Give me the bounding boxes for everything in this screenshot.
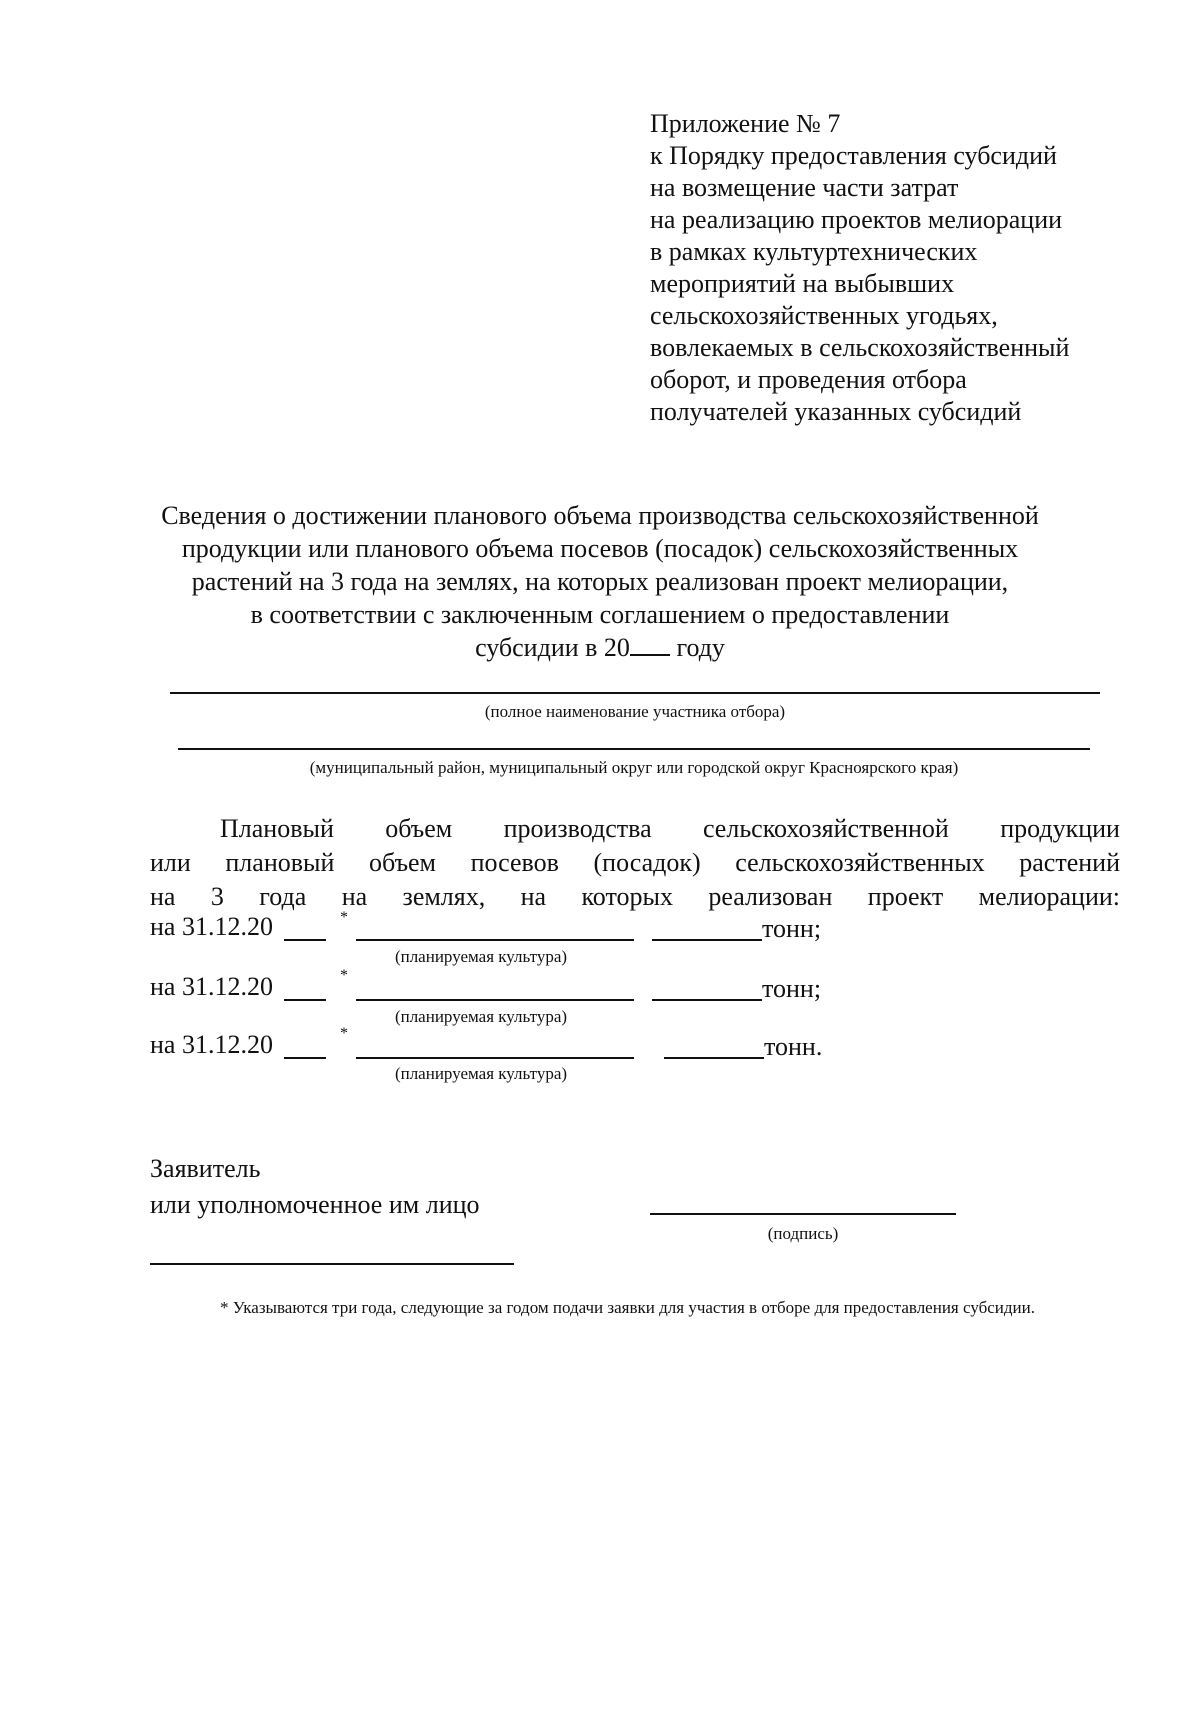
annex-line: получателей указанных субсидий: [650, 397, 1022, 426]
row-unit: тонн;: [762, 974, 822, 1003]
signature-field[interactable]: [650, 1213, 956, 1215]
row-star: *: [340, 909, 348, 926]
word: на: [150, 882, 176, 911]
annex-line: на реализацию проектов мелиорации: [650, 205, 1063, 234]
word: года: [259, 882, 307, 911]
annex-line: оборот, и проведения отбора: [650, 365, 967, 394]
word: проект: [867, 882, 944, 911]
word: продукции: [1000, 814, 1120, 843]
paragraph-line-2: [150, 846, 1120, 880]
word: Плановый: [220, 814, 334, 843]
crop-field[interactable]: [356, 1057, 634, 1059]
footnote-separator: [150, 1263, 514, 1265]
signature-caption: (подпись): [767, 1224, 839, 1243]
annex-line: Приложение № 7: [650, 109, 841, 138]
word: которых: [581, 882, 673, 911]
title-year-suffix: году: [669, 633, 725, 662]
crop-caption: (планируемая культура): [394, 1007, 568, 1026]
signer-label: Заявитель: [150, 1154, 261, 1183]
participant-name-field[interactable]: [170, 692, 1100, 694]
crop-caption: (планируемая культура): [394, 947, 568, 966]
document-title: [100, 499, 1100, 664]
row-date-label: на 31.12.20: [150, 1030, 273, 1059]
word: производства: [503, 814, 652, 843]
row-unit: тонн.: [764, 1032, 823, 1061]
title-line: продукции или планового объема посевов (посадок) сельскохозяйственных: [181, 534, 1019, 563]
title-line: растений на 3 года на землях, на которых реализован проект мелиорации,: [191, 567, 1009, 596]
annex-line: мероприятий на выбывших: [650, 269, 955, 298]
word: реализован: [708, 882, 833, 911]
word: сельскохозяйственной: [702, 814, 949, 843]
annex-line: к Порядку предоставления субсидий: [650, 141, 1057, 170]
word: плановый: [225, 848, 335, 877]
crop-field[interactable]: [356, 939, 634, 941]
word: сельскохозяйственных: [735, 848, 985, 877]
annex-line: сельскохозяйственных угодьях,: [650, 301, 998, 330]
row-unit: тонн;: [762, 914, 822, 943]
word: 3: [210, 882, 224, 911]
annex-line: в рамках культуртехнических: [650, 237, 978, 266]
annex-heading: [650, 108, 1150, 428]
tonnage-field[interactable]: [652, 939, 762, 941]
title-line: Сведения о достижении планового объема производства сельскохозяйственной: [161, 501, 1039, 530]
participant-name-caption: (полное наименование участника отбора): [484, 702, 786, 721]
word: посевов: [470, 848, 559, 877]
word: растений: [1019, 848, 1120, 877]
crop-field[interactable]: [356, 999, 634, 1001]
footnote: * Указываются три года, следующие за годом подачи заявки для участия в отборе для предоставления субсидии.: [220, 1298, 1035, 1317]
word: мелиорации:: [978, 882, 1120, 911]
annex-line: на возмещение части затрат: [650, 173, 959, 202]
word: землях,: [402, 882, 486, 911]
title-line: в соответствии с заключенным соглашением о предоставлении: [250, 600, 950, 629]
row-star: *: [340, 1025, 348, 1042]
row-year-field[interactable]: [284, 1057, 326, 1059]
row-year-field[interactable]: [284, 939, 326, 941]
tonnage-field[interactable]: [664, 1057, 764, 1059]
signer-label: или уполномоченное им лицо: [150, 1190, 480, 1219]
annex-line: вовлекаемых в сельскохозяйственный: [650, 333, 1070, 362]
row-date-label: на 31.12.20: [150, 972, 273, 1001]
municipality-field[interactable]: [178, 748, 1090, 750]
title-line-year: [100, 631, 1100, 664]
word: на: [341, 882, 368, 911]
paragraph-line-1: [220, 812, 1120, 846]
word: или: [150, 848, 191, 877]
row-year-field[interactable]: [284, 999, 326, 1001]
row-date-label: на 31.12.20: [150, 912, 273, 941]
title-year-prefix: субсидии в 20: [475, 633, 630, 662]
word: на: [520, 882, 547, 911]
crop-caption: (планируемая культура): [394, 1064, 568, 1083]
row-star: *: [340, 967, 348, 984]
word: объем: [385, 814, 453, 843]
municipality-caption: (муниципальный район, муниципальный округ или городской округ Красноярского края): [309, 758, 959, 777]
word: (посадок): [593, 848, 701, 877]
tonnage-field[interactable]: [652, 999, 762, 1001]
year-blank-field[interactable]: [630, 632, 670, 656]
paragraph-line-3: [150, 880, 1120, 914]
word: объем: [368, 848, 437, 877]
